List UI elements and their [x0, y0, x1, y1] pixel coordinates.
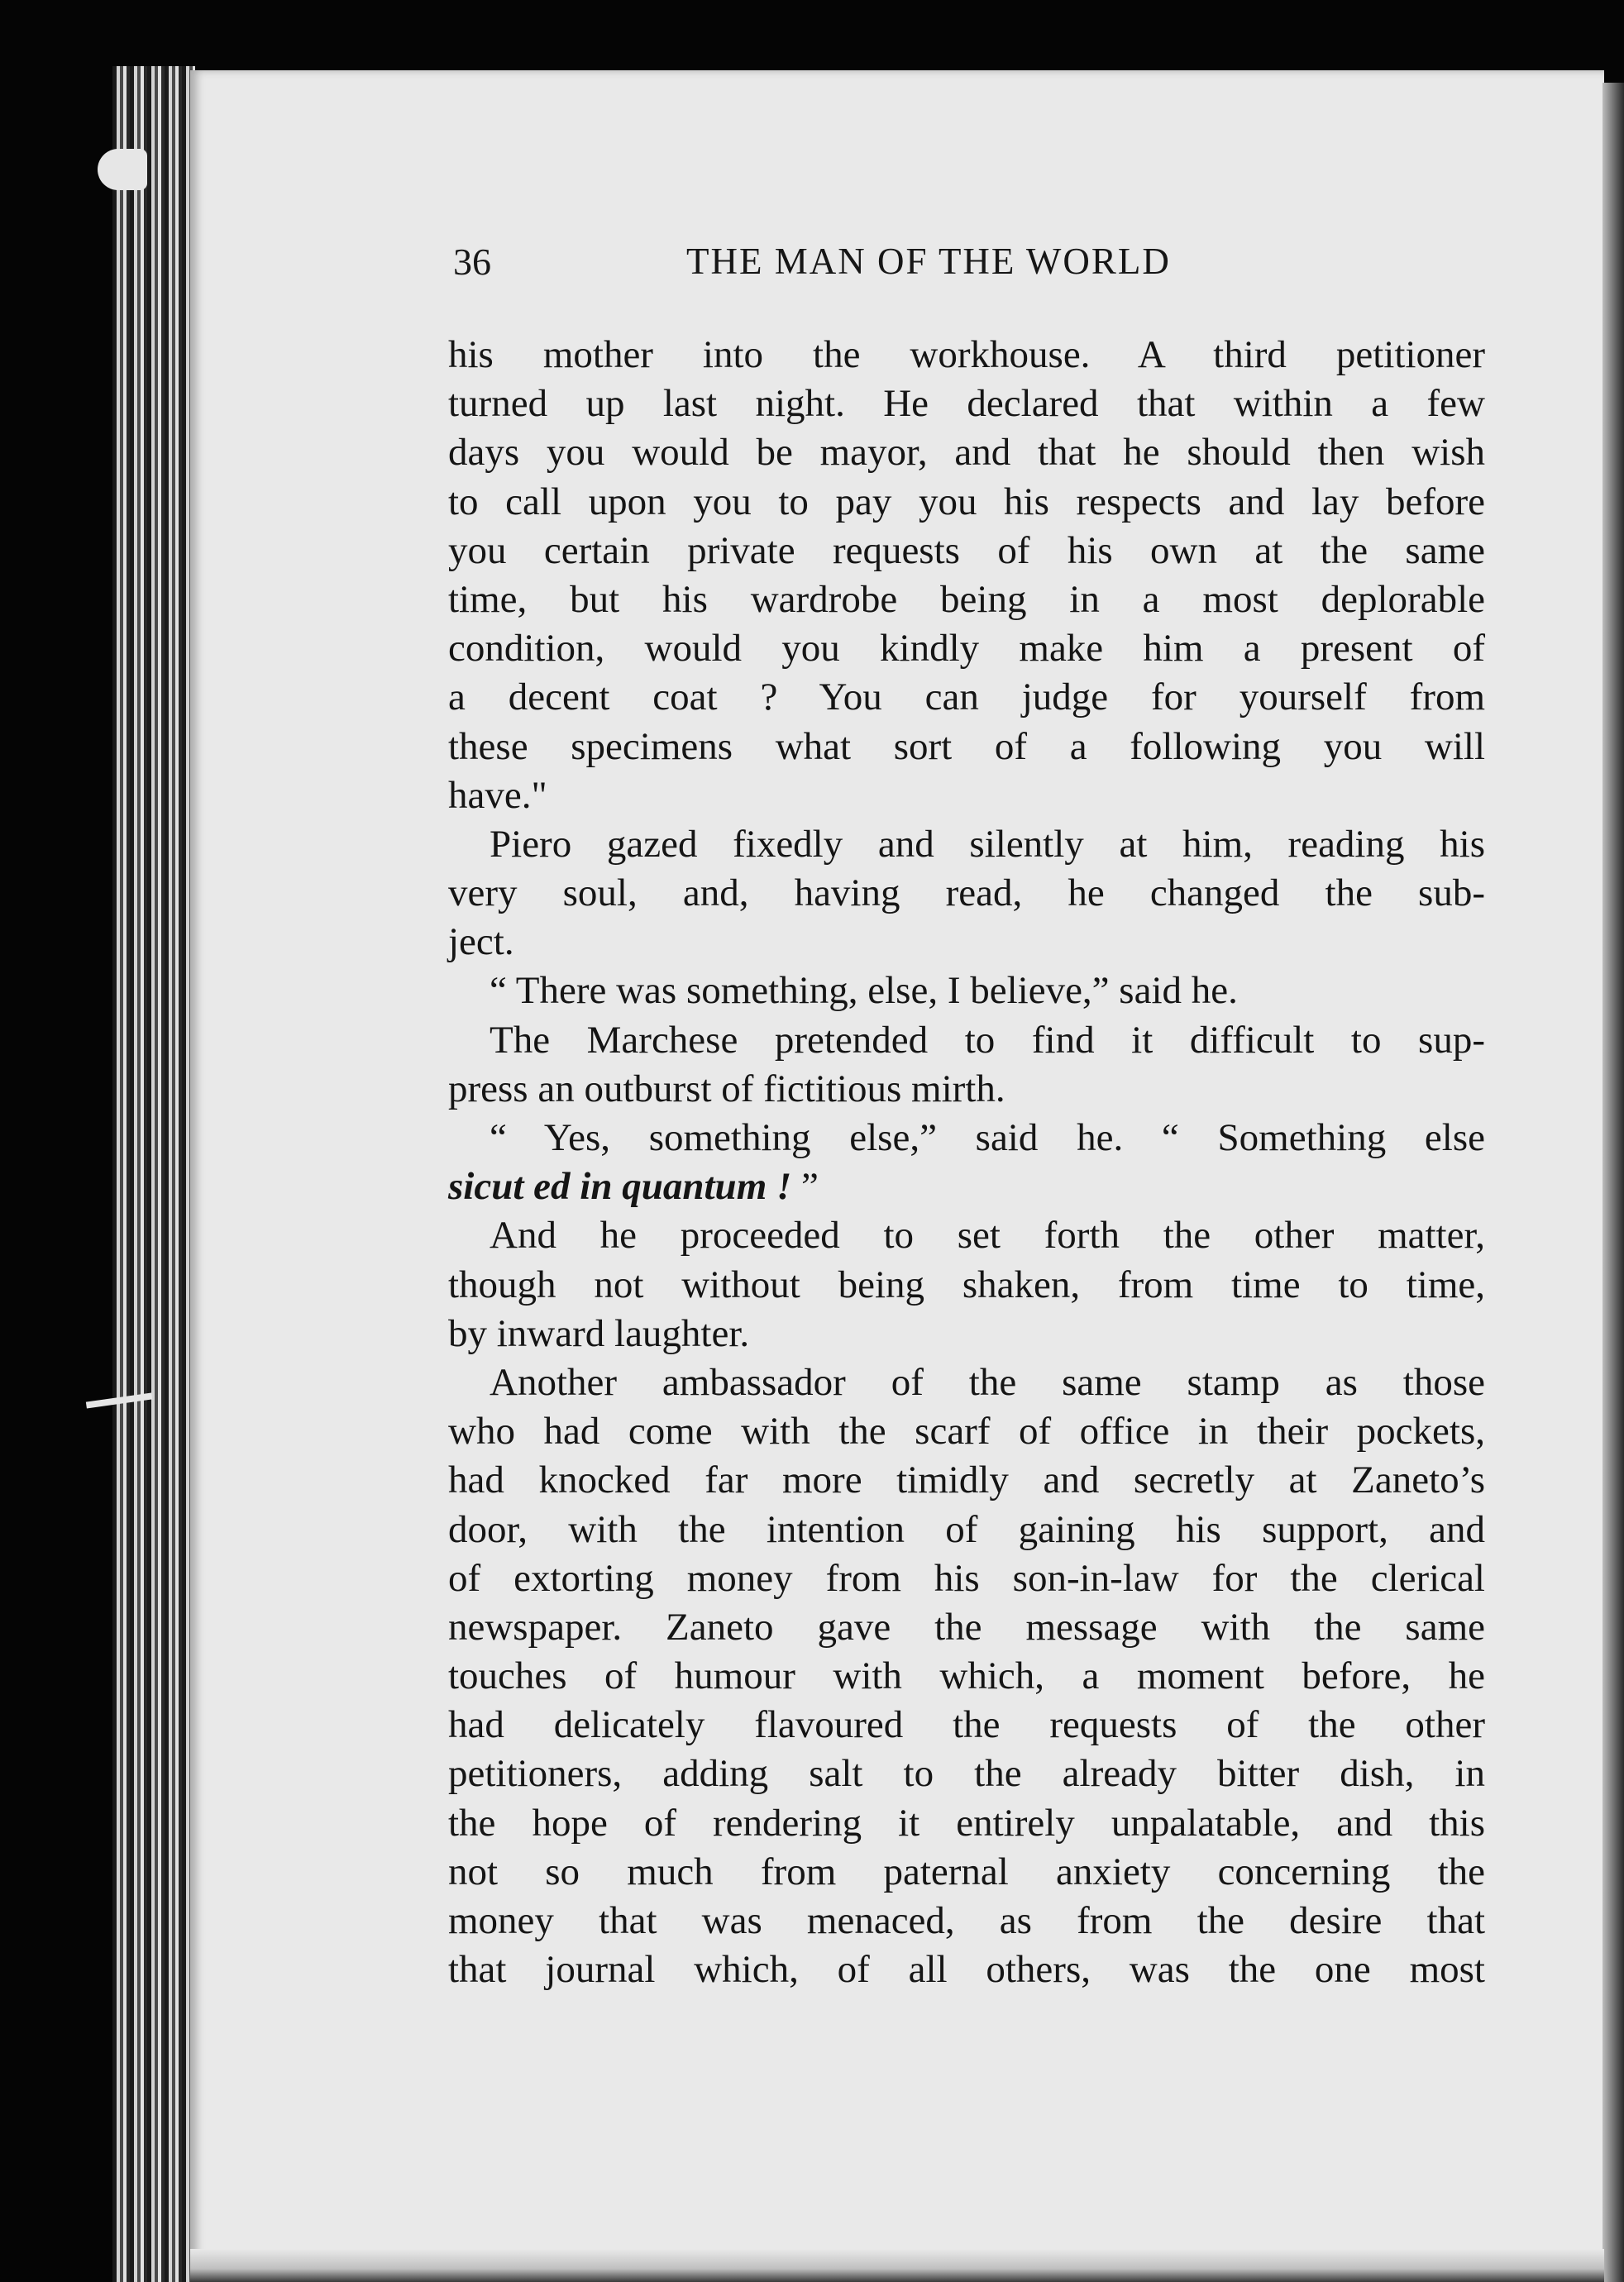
book-binding: [112, 66, 195, 2282]
text-line: who had come with the scarf of office in their pockets,: [448, 1410, 1485, 1454]
text-line: days you would be mayor, and that he should then wish: [448, 431, 1485, 475]
text-line: Piero gazed fixedly and silently at him, reading his: [490, 822, 1485, 866]
text-line: by inward laughter.: [448, 1311, 750, 1355]
text-line: turned up last night. He declared that within a few: [448, 382, 1485, 426]
page-number: 36: [453, 241, 491, 283]
latin-phrase: sicut ed in quantum !: [448, 1165, 792, 1209]
text-line: though not without being shaken, from time to time,: [448, 1263, 1485, 1306]
text-line: [448, 1162, 1485, 1211]
text-line: condition, would you kindly make him a present of: [448, 627, 1485, 671]
text-line: “ Yes, something else,” said he. “ Something else: [490, 1116, 1485, 1159]
text-line: the hope of rendering it entirely unpalatable, and this: [448, 1801, 1485, 1845]
binding-tab: [98, 149, 147, 190]
text-line: had knocked far more timidly and secretly at Zaneto’s: [448, 1458, 1485, 1502]
text-line: touches of humour with which, a moment before, he: [448, 1654, 1485, 1698]
text-line: “ There was something, else, I believe,” said he.: [490, 969, 1238, 1013]
text-line: newspaper. Zaneto gave the message with the same: [448, 1605, 1485, 1649]
text-line: Another ambassador of the same stamp as those: [490, 1360, 1485, 1404]
text-line: that journal which, of all others, was the one most: [448, 1948, 1485, 1992]
text-line: to call upon you to pay you his respects and lay before: [448, 480, 1485, 523]
text-line: The Marchese pretended to find it difficult to sup-: [490, 1018, 1485, 1062]
text-line: door, with the intention of gaining his support, and: [448, 1507, 1485, 1551]
text-line: his mother into the workhouse. A third petitioner: [448, 333, 1485, 376]
text-line: not so much from paternal anxiety concerning the: [448, 1850, 1485, 1893]
text-line: had delicately flavoured the requests of the other: [448, 1703, 1485, 1747]
body-text: [448, 331, 1485, 1994]
closing-quote: ”: [791, 1165, 819, 1209]
text-line: press an outburst of fictitious mirth.: [448, 1067, 1005, 1110]
text-line: And he proceeded to set forth the other matter,: [490, 1214, 1485, 1258]
text-line: money that was menaced, as from the desire that: [448, 1899, 1485, 1942]
text-line: these specimens what sort of a following you will: [448, 724, 1485, 768]
running-head: [453, 240, 1553, 298]
text-line: time, but his wardrobe being in a most deplorable: [448, 577, 1485, 621]
text-line: of extorting money from his son-in-law for the clerical: [448, 1556, 1485, 1600]
text-line: very soul, and, having read, he changed the sub-: [448, 871, 1485, 915]
text-line: have.": [448, 773, 547, 817]
text-line: you certain private requests of his own at the same: [448, 528, 1485, 572]
text-line: ject.: [448, 920, 514, 964]
text-line: a decent coat ? You can judge for yourself from: [448, 676, 1485, 719]
text-line: petitioners, adding salt to the already bitter dish, in: [448, 1752, 1485, 1796]
page-edge: [1603, 83, 1624, 2282]
running-title: THE MAN OF THE WORLD: [686, 241, 1171, 282]
page-bottom-edge: [190, 2249, 1604, 2282]
